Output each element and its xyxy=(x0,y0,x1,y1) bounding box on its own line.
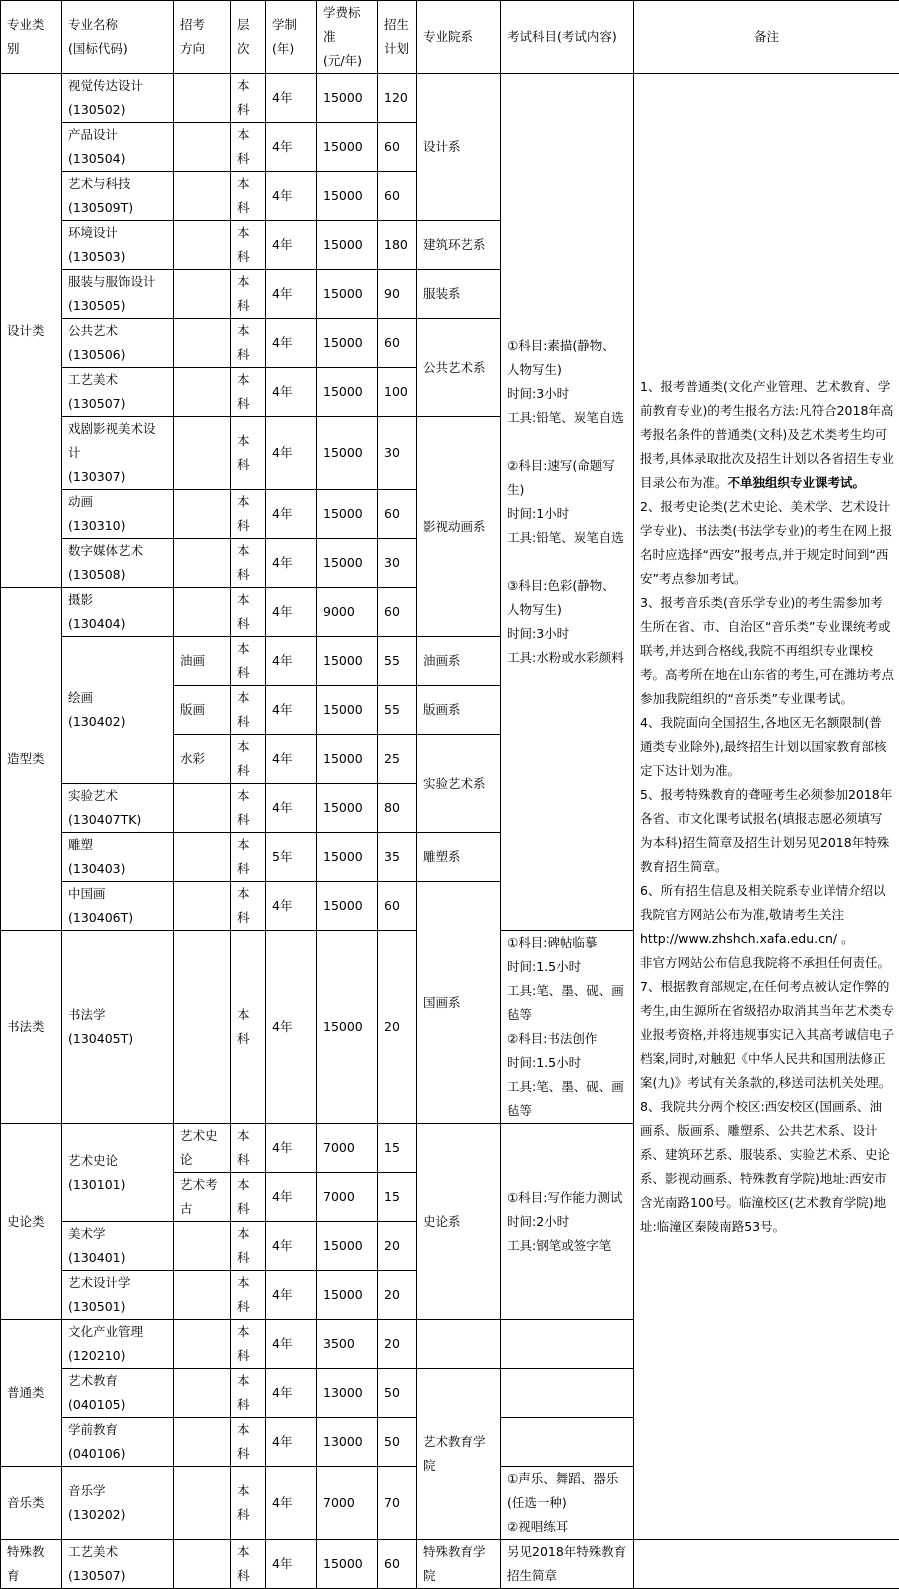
major-name: 戏剧影视美术设计 (130307) xyxy=(62,417,174,490)
direction-cell xyxy=(174,833,231,882)
level-cell: 本科 xyxy=(231,172,266,221)
header-exam: 考试科目(考试内容) xyxy=(501,1,634,74)
level-cell: 本科 xyxy=(231,588,266,637)
category-cell-calligraphy: 书法类 xyxy=(1,931,62,1124)
direction-cell xyxy=(174,490,231,539)
plan-cell: 15 xyxy=(378,1173,417,1222)
fee-cell: 15000 xyxy=(317,1222,378,1271)
direction-cell xyxy=(174,931,231,1124)
level-cell: 本科 xyxy=(231,1540,266,1589)
note-4: 4、我院面向全国招生,各地区无名额限制(普通类专业除外),最终招生计划以国家教育部核定下达计划为准。 xyxy=(640,711,894,783)
category-cell-design: 设计类 xyxy=(1,74,62,588)
direction-cell xyxy=(174,319,231,368)
exam-cell-empty xyxy=(501,1369,634,1418)
plan-cell: 30 xyxy=(378,417,417,490)
duration-cell: 4年 xyxy=(266,1320,317,1369)
direction-cell xyxy=(174,123,231,172)
plan-cell: 20 xyxy=(378,1320,417,1369)
exam-cell-empty xyxy=(501,1320,634,1369)
major-name: 数字媒体艺术 (130508) xyxy=(62,539,174,588)
plan-cell: 55 xyxy=(378,686,417,735)
level-cell: 本科 xyxy=(231,1222,266,1271)
dept-cell: 史论系 xyxy=(417,1124,501,1320)
major-name: 中国画 (130406T) xyxy=(62,882,174,931)
direction-cell: 水彩 xyxy=(174,735,231,784)
exam-cell-calligraphy: ①科目:碑帖临摹 时间:1.5小时 工具:笔、墨、砚、画毡等 ②科目:书法创作 时间:1.5小时 工具:笔、墨、砚、画毡等 xyxy=(501,931,634,1124)
fee-cell: 7000 xyxy=(317,1467,378,1540)
plan-cell: 35 xyxy=(378,833,417,882)
duration-cell: 4年 xyxy=(266,319,317,368)
duration-cell: 4年 xyxy=(266,1369,317,1418)
direction-cell xyxy=(174,221,231,270)
fee-cell: 15000 xyxy=(317,368,378,417)
fee-cell: 15000 xyxy=(317,882,378,931)
plan-cell: 20 xyxy=(378,1222,417,1271)
category-cell-fine-art: 造型类 xyxy=(1,588,62,931)
header-dept: 专业院系 xyxy=(417,1,501,74)
major-name: 文化产业管理 (120210) xyxy=(62,1320,174,1369)
note-1: 1、报考普通类(文化产业管理、艺术教育、学前教育专业)的考生报名方法:凡符合2018年高考报名条件的普通类(文科)及艺术类考生均可报考,具体录取批次及招生计划以各省招生专业目录公布为准。不单独组织专业课考试。 xyxy=(640,375,894,495)
duration-cell: 4年 xyxy=(266,539,317,588)
note-6: 6、所有招生信息及相关院系专业详情介绍以我院官方网站公布为准,敬请考生关注http://www.zhshch.xafa.edu.cn/ 。 非官方网站公布信息我院将不承担任何责任。 xyxy=(640,879,894,975)
plan-cell: 50 xyxy=(378,1369,417,1418)
direction-cell xyxy=(174,1369,231,1418)
note-5: 5、报考特殊教育的聋哑考生必须参加2018年各省、市文化课考试报名(填报志愿必须填写为本科)招生简章及招生计划另见2018年特殊教育招生简章。 xyxy=(640,783,894,879)
direction-cell xyxy=(174,1467,231,1540)
fee-cell: 15000 xyxy=(317,637,378,686)
plan-cell: 100 xyxy=(378,368,417,417)
level-cell: 本科 xyxy=(231,1124,266,1173)
duration-cell: 4年 xyxy=(266,417,317,490)
fee-cell: 15000 xyxy=(317,784,378,833)
fee-cell: 15000 xyxy=(317,270,378,319)
header-category: 专业类别 xyxy=(1,1,62,74)
duration-cell: 4年 xyxy=(266,784,317,833)
fee-cell: 15000 xyxy=(317,74,378,123)
plan-cell: 30 xyxy=(378,539,417,588)
level-cell: 本科 xyxy=(231,784,266,833)
header-plan: 招生 计划 xyxy=(378,1,417,74)
plan-cell: 60 xyxy=(378,319,417,368)
duration-cell: 4年 xyxy=(266,368,317,417)
major-name: 绘画 (130402) xyxy=(62,637,174,784)
duration-cell: 4年 xyxy=(266,123,317,172)
duration-cell: 4年 xyxy=(266,735,317,784)
level-cell: 本科 xyxy=(231,270,266,319)
plan-cell: 60 xyxy=(378,490,417,539)
direction-cell: 艺术史论 xyxy=(174,1124,231,1173)
level-cell: 本科 xyxy=(231,637,266,686)
major-name: 产品设计 (130504) xyxy=(62,123,174,172)
major-name: 音乐学 (130202) xyxy=(62,1467,174,1540)
fee-cell: 15000 xyxy=(317,417,378,490)
duration-cell: 4年 xyxy=(266,1222,317,1271)
level-cell: 本科 xyxy=(231,882,266,931)
fee-cell: 3500 xyxy=(317,1320,378,1369)
duration-cell: 4年 xyxy=(266,1418,317,1467)
exam-cell-theory: ①科目:写作能力测试 时间:2小时 工具:钢笔或签字笔 xyxy=(501,1124,634,1320)
dept-cell: 设计系 xyxy=(417,74,501,221)
level-cell: 本科 xyxy=(231,1173,266,1222)
dept-cell: 艺术教育学院 xyxy=(417,1369,501,1540)
direction-cell xyxy=(174,784,231,833)
plan-cell: 20 xyxy=(378,1271,417,1320)
level-cell: 本科 xyxy=(231,74,266,123)
plan-cell: 120 xyxy=(378,74,417,123)
header-level: 层次 xyxy=(231,1,266,74)
level-cell: 本科 xyxy=(231,833,266,882)
direction-cell: 艺术考古 xyxy=(174,1173,231,1222)
direction-cell xyxy=(174,588,231,637)
direction-cell xyxy=(174,74,231,123)
fee-cell: 15000 xyxy=(317,833,378,882)
table-row xyxy=(1,1540,899,1589)
header-duration: 学制 (年) xyxy=(266,1,317,74)
duration-cell: 4年 xyxy=(266,686,317,735)
major-name: 书法学 (130405T) xyxy=(62,931,174,1124)
duration-cell: 4年 xyxy=(266,490,317,539)
plan-cell: 50 xyxy=(378,1418,417,1467)
duration-cell: 4年 xyxy=(266,1271,317,1320)
plan-cell: 60 xyxy=(378,172,417,221)
duration-cell: 4年 xyxy=(266,637,317,686)
notes-cell xyxy=(634,74,899,1540)
plan-cell: 60 xyxy=(378,882,417,931)
exam-cell-art: ①科目:素描(静物、人物写生) 时间:3小时 工具:铅笔、炭笔自选 ②科目:速写(命题写生) 时间:1小时 工具:铅笔、炭笔自选 ③科目:色彩(静物、人物写生) 时间:3小时 工具:水粉或水彩颜料 xyxy=(501,74,634,931)
duration-cell: 4年 xyxy=(266,931,317,1124)
level-cell: 本科 xyxy=(231,735,266,784)
header-direction: 招考 方向 xyxy=(174,1,231,74)
duration-cell: 5年 xyxy=(266,833,317,882)
major-name: 艺术教育 (040105) xyxy=(62,1369,174,1418)
plan-cell: 25 xyxy=(378,735,417,784)
direction-cell xyxy=(174,1271,231,1320)
header-notes: 备注 xyxy=(634,1,899,74)
fee-cell: 15000 xyxy=(317,319,378,368)
fee-cell: 15000 xyxy=(317,735,378,784)
plan-cell: 80 xyxy=(378,784,417,833)
category-cell-special: 特殊教育 xyxy=(1,1540,62,1589)
direction-cell xyxy=(174,270,231,319)
direction-cell xyxy=(174,539,231,588)
note-8: 8、我院共分两个校区:西安校区(国画系、油画系、版画系、雕塑系、公共艺术系、设计系、建筑环艺系、服装系、实验艺术系、史论系、影视动画系、特殊教育学院)地址:西安市含光南路100号。临潼校区(艺术教育学院)地址:临潼区秦陵南路53号。 xyxy=(640,1095,894,1239)
major-name: 艺术设计学 (130501) xyxy=(62,1271,174,1320)
fee-cell: 7000 xyxy=(317,1124,378,1173)
major-name: 动画 (130310) xyxy=(62,490,174,539)
direction-cell xyxy=(174,417,231,490)
duration-cell: 4年 xyxy=(266,1467,317,1540)
level-cell: 本科 xyxy=(231,1418,266,1467)
direction-cell xyxy=(174,1320,231,1369)
notes-cell-bottom xyxy=(634,1540,899,1589)
header-row xyxy=(1,1,899,74)
duration-cell: 4年 xyxy=(266,74,317,123)
fee-cell: 15000 xyxy=(317,686,378,735)
fee-cell: 15000 xyxy=(317,221,378,270)
major-name: 公共艺术 (130506) xyxy=(62,319,174,368)
fee-cell: 15000 xyxy=(317,172,378,221)
fee-cell: 7000 xyxy=(317,1173,378,1222)
direction-cell: 版画 xyxy=(174,686,231,735)
plan-cell: 60 xyxy=(378,123,417,172)
duration-cell: 4年 xyxy=(266,270,317,319)
fee-cell: 15000 xyxy=(317,1540,378,1589)
duration-cell: 4年 xyxy=(266,1124,317,1173)
major-name: 环境设计 (130503) xyxy=(62,221,174,270)
level-cell: 本科 xyxy=(231,490,266,539)
dept-cell: 实验艺术系 xyxy=(417,735,501,833)
direction-cell xyxy=(174,1222,231,1271)
exam-cell-empty xyxy=(501,1418,634,1467)
fee-cell: 13000 xyxy=(317,1418,378,1467)
direction-cell xyxy=(174,172,231,221)
dept-cell: 油画系 xyxy=(417,637,501,686)
dept-cell: 建筑环艺系 xyxy=(417,221,501,270)
exam-cell-music: ①声乐、舞蹈、器乐(任选一种) ②视唱练耳 xyxy=(501,1467,634,1540)
level-cell: 本科 xyxy=(231,931,266,1124)
major-name: 服装与服饰设计 (130505) xyxy=(62,270,174,319)
level-cell: 本科 xyxy=(231,1320,266,1369)
category-cell-music: 音乐类 xyxy=(1,1467,62,1540)
dept-cell: 版画系 xyxy=(417,686,501,735)
level-cell: 本科 xyxy=(231,319,266,368)
direction-cell xyxy=(174,368,231,417)
fee-cell: 15000 xyxy=(317,1271,378,1320)
dept-cell-empty xyxy=(417,1320,501,1369)
level-cell: 本科 xyxy=(231,221,266,270)
fee-cell: 15000 xyxy=(317,123,378,172)
plan-cell: 180 xyxy=(378,221,417,270)
duration-cell: 4年 xyxy=(266,1540,317,1589)
duration-cell: 4年 xyxy=(266,172,317,221)
duration-cell: 4年 xyxy=(266,1173,317,1222)
fee-cell: 9000 xyxy=(317,588,378,637)
category-cell-theory: 史论类 xyxy=(1,1124,62,1320)
dept-cell: 国画系 xyxy=(417,882,501,1124)
major-name: 艺术与科技 (130509T) xyxy=(62,172,174,221)
dept-cell: 雕塑系 xyxy=(417,833,501,882)
plan-cell: 90 xyxy=(378,270,417,319)
level-cell: 本科 xyxy=(231,686,266,735)
major-name: 摄影 (130404) xyxy=(62,588,174,637)
note-3: 3、报考音乐类(音乐学专业)的考生需参加考生所在省、市、自治区“音乐类”专业课统考或联考,并达到合格线,我院不再组织专业课校考。高考所在地在山东省的考生,可在潍坊考点参加我院组织的“音乐类”专业课考试。 xyxy=(640,591,894,711)
level-cell: 本科 xyxy=(231,1271,266,1320)
duration-cell: 4年 xyxy=(266,882,317,931)
dept-cell: 公共艺术系 xyxy=(417,319,501,417)
exam-cell-special: 另见2018年特殊教育招生简章 xyxy=(501,1540,634,1589)
category-cell-general: 普通类 xyxy=(1,1320,62,1467)
plan-cell: 70 xyxy=(378,1467,417,1540)
header-fee: 学费标准 (元/年) xyxy=(317,1,378,74)
major-name: 视觉传达设计 (130502) xyxy=(62,74,174,123)
direction-cell xyxy=(174,1540,231,1589)
dept-cell: 特殊教育学院 xyxy=(417,1540,501,1589)
level-cell: 本科 xyxy=(231,368,266,417)
level-cell: 本科 xyxy=(231,417,266,490)
header-major: 专业名称 (国标代码) xyxy=(62,1,174,74)
direction-cell xyxy=(174,882,231,931)
plan-cell: 15 xyxy=(378,1124,417,1173)
fee-cell: 15000 xyxy=(317,490,378,539)
major-name: 美术学 (130401) xyxy=(62,1222,174,1271)
fee-cell: 15000 xyxy=(317,931,378,1124)
duration-cell: 4年 xyxy=(266,221,317,270)
level-cell: 本科 xyxy=(231,1467,266,1540)
table-row xyxy=(1,74,899,123)
plan-cell: 20 xyxy=(378,931,417,1124)
dept-cell: 服装系 xyxy=(417,270,501,319)
major-name: 实验艺术 (130407TK) xyxy=(62,784,174,833)
major-name: 艺术史论 (130101) xyxy=(62,1124,174,1222)
fee-cell: 13000 xyxy=(317,1369,378,1418)
major-name: 工艺美术 (130507) xyxy=(62,1540,174,1589)
major-name: 学前教育 (040106) xyxy=(62,1418,174,1467)
level-cell: 本科 xyxy=(231,1369,266,1418)
fee-cell: 15000 xyxy=(317,539,378,588)
major-name: 雕塑 (130403) xyxy=(62,833,174,882)
direction-cell xyxy=(174,1418,231,1467)
plan-cell: 60 xyxy=(378,588,417,637)
level-cell: 本科 xyxy=(231,123,266,172)
note-2: 2、报考史论类(艺术史论、美术学、艺术设计学专业)、书法类(书法学专业)的考生在网上报名时应选择“西安”报考点,并于规定时间到“西安”考点参加考试。 xyxy=(640,495,894,591)
dept-cell: 影视动画系 xyxy=(417,417,501,637)
plan-cell: 60 xyxy=(378,1540,417,1589)
duration-cell: 4年 xyxy=(266,588,317,637)
plan-cell: 55 xyxy=(378,637,417,686)
level-cell: 本科 xyxy=(231,539,266,588)
direction-cell: 油画 xyxy=(174,637,231,686)
note-7: 7、根据教育部规定,在任何考点被认定作弊的考生,由生源所在省级招办取消其当年艺术类专业报考资格,并将违规事实记入其高考诚信电子档案,同时,对触犯《中华人民共和国刑法修正案(九)》考试有关条款的,移送司法机关处理。 xyxy=(640,975,894,1095)
major-name: 工艺美术 (130507) xyxy=(62,368,174,417)
